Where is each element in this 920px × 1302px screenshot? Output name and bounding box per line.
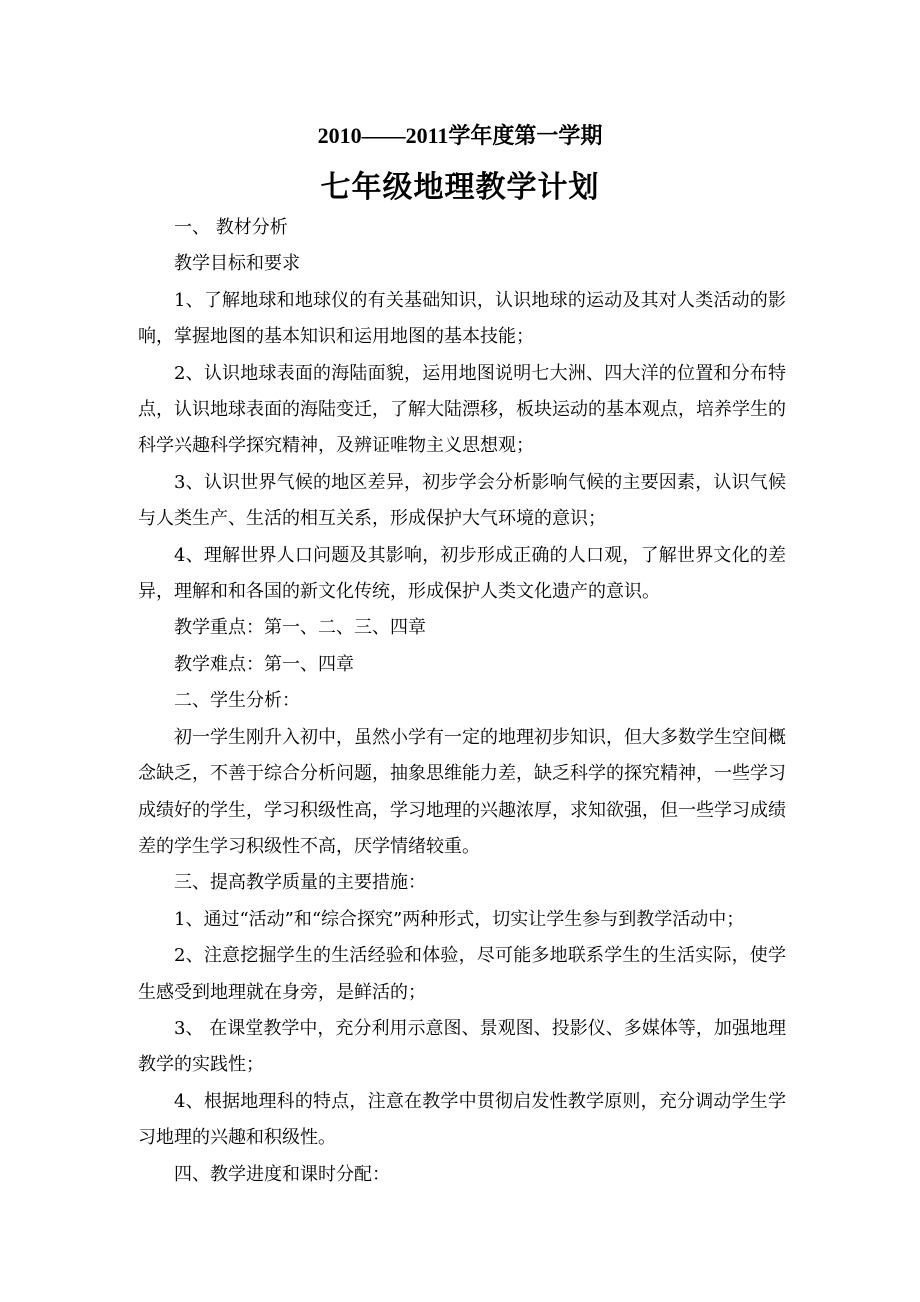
section-heading-schedule: 四、教学进度和课时分配： (174, 1163, 390, 1185)
measure-item-4: 4、根据地理科的特点，注意在教学中贯彻启发性教学原则，充分调动学生学习地理的兴趣和积级性。 (138, 1090, 786, 1149)
goal-item-1: 1、了解地球和地球仪的有关基础知识，认识地球的运动及其对人类活动的影响，掌握地图的基本知识和运用地图的基本技能； (138, 289, 786, 348)
goal-item-3: 3、认识世界气候的地区差异，初步学会分析影响气候的主要因素，认识气候与人类生产、生活的相互关系，形成保护大气环境的意识； (138, 471, 786, 530)
document-body (138, 210, 786, 1193)
teaching-difficulties: 教学难点：第一、四章 (174, 653, 354, 675)
measure-item-1: 1、通过“活动”和“综合探究”两种形式，切实让学生参与到教学活动中； (174, 908, 745, 930)
student-analysis-text: 初一学生刚升入初中，虽然小学有一定的地理初步知识，但大多数学生空间概念缺乏，不善于综合分析问题，抽象思维能力差，缺乏科学的探究精神，一些学习成绩好的学生，学习积级性高，学习地理的兴趣浓厚，求知欲强，但一些学习成绩差的学生学习积级性不高，厌学情绪较重。 (138, 726, 786, 857)
teaching-key-points: 教学重点：第一、二、三、四章 (174, 617, 426, 639)
goal-item-2: 2、认识地球表面的海陆面貌，运用地图说明七大洲、四大洋的位置和分布特点，认识地球表面的海陆变迁，了解大陆漂移，板块运动的基本观点，培养学生的科学兴趣科学探究精神，及辨证唯物主义思想观； (138, 362, 786, 457)
section-heading-textbook-analysis: 一、 教材分析 (174, 217, 288, 238)
section-heading-student-analysis: 二、学生分析： (174, 690, 300, 712)
subheading-goals: 教学目标和要求 (174, 253, 300, 275)
document-term-title: 2010——2011学年度第一学期 (317, 123, 603, 148)
section-heading-measures: 三、提高教学质量的主要措施： (174, 872, 426, 894)
document-main-title: 七年级地理教学计划 (320, 170, 600, 205)
measure-item-3: 3、 在课堂教学中，充分利用示意图、景观图、投影仪、多媒体等，加强地理教学的实践性； (138, 1017, 786, 1076)
measure-item-2: 2、注意挖掘学生的生活经验和体验，尽可能多地联系学生的生活实际，使学生感受到地理就在身旁，是鲜活的； (138, 945, 786, 1003)
goal-item-4: 4、理解世界人口问题及其影响，初步形成正确的人口观，了解世界文化的差异，理解和和各国的新文化传统，形成保护人类文化遗产的意识。 (138, 544, 786, 603)
